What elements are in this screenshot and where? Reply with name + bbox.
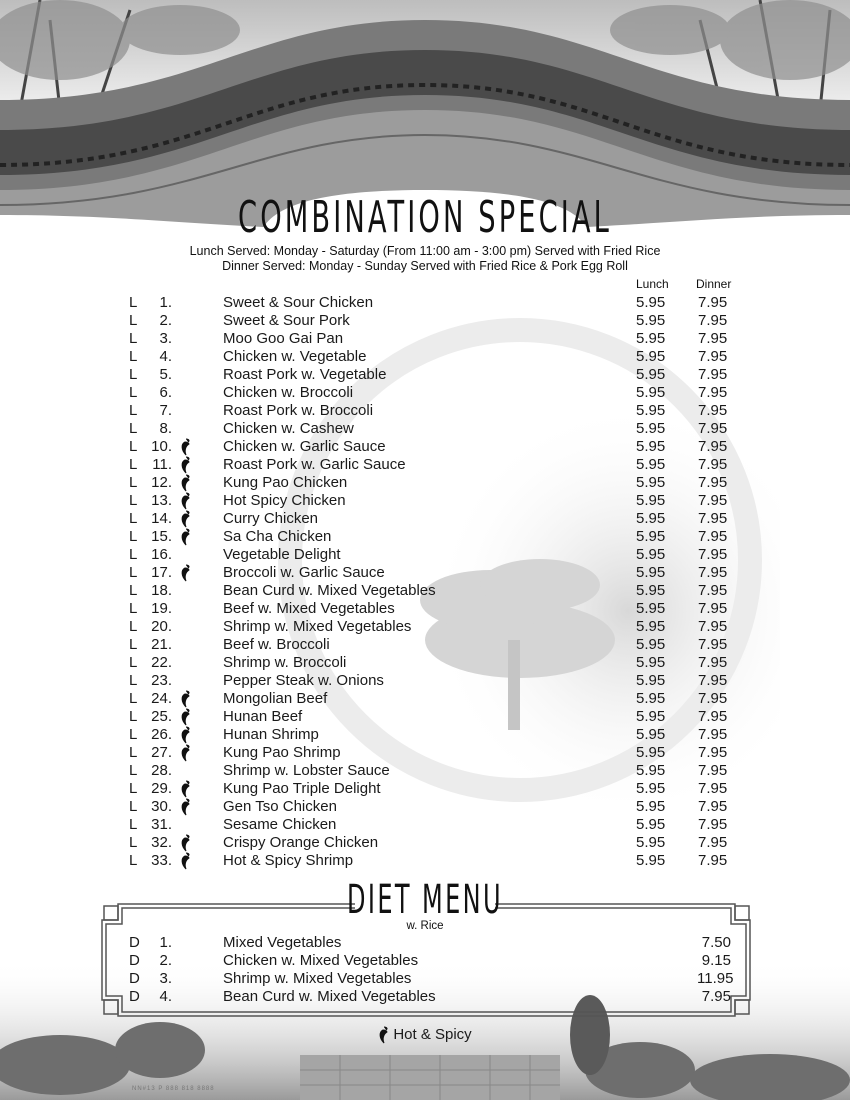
- menu-row: [0, 366, 850, 384]
- item-name: Mixed Vegetables: [223, 934, 342, 951]
- item-prefix: D: [129, 934, 140, 951]
- item-name: Chicken w. Garlic Sauce: [223, 438, 386, 455]
- item-prefix: L: [129, 726, 138, 743]
- lunch-price: 5.95: [636, 744, 666, 761]
- menu-row: [0, 402, 850, 420]
- menu-row: [0, 330, 850, 348]
- item-name: Roast Pork w. Broccoli: [223, 402, 374, 419]
- lunch-price: 5.95: [636, 312, 666, 329]
- item-name: Shrimp w. Lobster Sauce: [223, 762, 390, 779]
- item-name: Sweet & Sour Chicken: [223, 294, 374, 311]
- diet-row: [0, 952, 850, 970]
- item-name: Pepper Steak w. Onions: [223, 672, 384, 689]
- dinner-price: 7.95: [698, 690, 728, 707]
- menu-row: [0, 852, 850, 870]
- dinner-price: 7.95: [698, 420, 728, 437]
- dinner-price: 7.95: [698, 384, 728, 401]
- lunch-price: 5.95: [636, 816, 666, 833]
- lunch-price: 5.95: [636, 618, 666, 635]
- lunch-price: 5.95: [636, 402, 666, 419]
- item-prefix: L: [129, 690, 138, 707]
- menu-row: [0, 474, 850, 492]
- menu-row: [0, 348, 850, 366]
- chili-pepper-icon: [180, 780, 194, 798]
- item-number: 25.: [151, 708, 172, 725]
- item-prefix: L: [129, 546, 138, 563]
- dinner-price: 7.95: [698, 456, 728, 473]
- dinner-hours: Dinner Served: Monday - Sunday Served with Fried Rice & Pork Egg Roll: [222, 259, 628, 273]
- lunch-price: 5.95: [636, 726, 666, 743]
- lunch-price: 5.95: [636, 834, 666, 851]
- item-prefix: L: [129, 366, 138, 383]
- lunch-price: 5.95: [636, 852, 666, 869]
- item-name: Shrimp w. Mixed Vegetables: [223, 970, 412, 987]
- lunch-price: 5.95: [636, 492, 666, 509]
- menu-row: [0, 510, 850, 528]
- dinner-price: 7.95: [698, 546, 728, 563]
- item-name: Bean Curd w. Mixed Vegetables: [223, 582, 436, 599]
- chili-pepper-icon: [180, 726, 194, 744]
- lunch-column-header: Lunch: [636, 277, 669, 291]
- item-prefix: L: [129, 654, 138, 671]
- dinner-price: 7.95: [698, 636, 728, 653]
- lunch-price: 5.95: [636, 762, 666, 779]
- item-price: 7.95: [701, 988, 731, 1005]
- dinner-column-header: Dinner: [696, 277, 732, 291]
- item-prefix: L: [129, 420, 138, 437]
- lunch-price: 5.95: [636, 438, 666, 455]
- lunch-price: 5.95: [636, 672, 666, 689]
- item-prefix: L: [129, 384, 138, 401]
- menu-row: [0, 780, 850, 798]
- lunch-price: 5.95: [636, 474, 666, 491]
- dinner-price: 7.95: [698, 600, 728, 617]
- lunch-price: 5.95: [636, 690, 666, 707]
- item-name: Gen Tso Chicken: [223, 798, 337, 815]
- chili-pepper-icon: [180, 456, 194, 474]
- menu-row: [0, 690, 850, 708]
- dinner-price: 7.95: [698, 798, 728, 815]
- item-name: Moo Goo Gai Pan: [223, 330, 344, 347]
- item-name: Shrimp w. Mixed Vegetables: [223, 618, 412, 635]
- item-number: 8.: [159, 420, 172, 437]
- item-number: 3.: [159, 970, 172, 987]
- legend-label: Hot & Spicy: [393, 1026, 472, 1043]
- item-prefix: L: [129, 600, 138, 617]
- item-name: Sesame Chicken: [223, 816, 337, 833]
- item-number: 4.: [159, 348, 172, 365]
- lunch-price: 5.95: [636, 366, 666, 383]
- item-number: 27.: [151, 744, 172, 761]
- dinner-price: 7.95: [698, 780, 728, 797]
- item-name: Mongolian Beef: [223, 690, 328, 707]
- chili-pepper-icon: [180, 744, 194, 762]
- dinner-price: 7.95: [698, 402, 728, 419]
- spicy-legend: [0, 1026, 850, 1044]
- item-name: Beef w. Broccoli: [223, 636, 330, 653]
- item-name: Roast Pork w. Vegetable: [223, 366, 387, 383]
- item-number: 11.: [152, 456, 172, 473]
- lunch-price: 5.95: [636, 546, 666, 563]
- item-prefix: D: [129, 952, 140, 969]
- menu-row: [0, 744, 850, 762]
- item-number: 19.: [151, 600, 172, 617]
- chili-pepper-icon: [180, 690, 194, 708]
- item-number: 28.: [151, 762, 172, 779]
- item-prefix: L: [129, 618, 138, 635]
- item-name: Kung Pao Triple Delight: [223, 780, 381, 797]
- item-number: 3.: [159, 330, 172, 347]
- item-number: 6.: [159, 384, 172, 401]
- item-number: 21.: [151, 636, 172, 653]
- chili-pepper-icon: [180, 510, 194, 528]
- lunch-price: 5.95: [636, 780, 666, 797]
- item-prefix: L: [129, 798, 138, 815]
- dinner-price: 7.95: [698, 348, 728, 365]
- item-prefix: L: [129, 330, 138, 347]
- item-price: 9.15: [701, 952, 731, 969]
- diet-row: [0, 988, 850, 1006]
- menu-row: [0, 816, 850, 834]
- item-name: Kung Pao Shrimp: [223, 744, 341, 761]
- menu-row: [0, 582, 850, 600]
- footer-code: NN#13 P 888 818 8888: [132, 1086, 215, 1092]
- dinner-price: 7.95: [698, 474, 728, 491]
- item-name: Beef w. Mixed Vegetables: [223, 600, 395, 617]
- item-prefix: L: [129, 528, 138, 545]
- item-number: 7.: [159, 402, 172, 419]
- menu-row: [0, 492, 850, 510]
- lunch-price: 5.95: [636, 798, 666, 815]
- item-prefix: L: [129, 744, 138, 761]
- dinner-price: 7.95: [698, 294, 728, 311]
- item-number: 16.: [151, 546, 172, 563]
- item-prefix: L: [129, 636, 138, 653]
- item-prefix: L: [129, 474, 138, 491]
- dinner-price: 7.95: [698, 744, 728, 761]
- item-prefix: L: [129, 438, 138, 455]
- dinner-price: 7.95: [698, 672, 728, 689]
- lunch-price: 5.95: [636, 420, 666, 437]
- item-prefix: L: [129, 456, 138, 473]
- item-number: 10.: [151, 438, 172, 455]
- item-prefix: L: [129, 708, 138, 725]
- menu-row: [0, 420, 850, 438]
- item-number: 30.: [151, 798, 172, 815]
- item-name: Broccoli w. Garlic Sauce: [223, 564, 385, 581]
- item-number: 24.: [151, 690, 172, 707]
- item-number: 17.: [151, 564, 172, 581]
- dinner-price: 7.95: [698, 816, 728, 833]
- item-name: Sa Cha Chicken: [223, 528, 332, 545]
- dinner-price: 7.95: [698, 654, 728, 671]
- item-number: 18.: [151, 582, 172, 599]
- item-prefix: L: [129, 852, 138, 869]
- item-number: 15.: [151, 528, 172, 545]
- item-prefix: L: [129, 510, 138, 527]
- item-name: Curry Chicken: [223, 510, 319, 527]
- lunch-price: 5.95: [636, 528, 666, 545]
- lunch-price: 5.95: [636, 654, 666, 671]
- lunch-price: 5.95: [636, 600, 666, 617]
- item-number: 32.: [151, 834, 172, 851]
- menu-row: [0, 528, 850, 546]
- item-number: 4.: [159, 988, 172, 1005]
- item-number: 5.: [159, 366, 172, 383]
- chili-pepper-icon: [180, 528, 194, 546]
- dinner-price: 7.95: [698, 852, 728, 869]
- dinner-price: 7.95: [698, 312, 728, 329]
- lunch-price: 5.95: [636, 330, 666, 347]
- lunch-price: 5.95: [636, 582, 666, 599]
- chili-pepper-icon: [180, 852, 194, 870]
- item-prefix: D: [129, 988, 140, 1005]
- item-name: Sweet & Sour Pork: [223, 312, 350, 329]
- menu-row: [0, 798, 850, 816]
- item-number: 33.: [151, 852, 172, 869]
- lunch-price: 5.95: [636, 456, 666, 473]
- item-number: 26.: [151, 726, 172, 743]
- item-prefix: L: [129, 762, 138, 779]
- item-prefix: L: [129, 492, 138, 509]
- item-name: Hunan Beef: [223, 708, 303, 725]
- menu-row: [0, 438, 850, 456]
- item-number: 22.: [151, 654, 172, 671]
- dinner-price: 7.95: [698, 330, 728, 347]
- chili-pepper-icon: [180, 492, 194, 510]
- item-prefix: L: [129, 348, 138, 365]
- menu-row: [0, 384, 850, 402]
- menu-row: [0, 762, 850, 780]
- item-prefix: L: [129, 582, 138, 599]
- diet-menu-subtitle: w. Rice: [406, 920, 444, 932]
- item-prefix: L: [129, 402, 138, 419]
- item-prefix: L: [129, 816, 138, 833]
- dinner-price: 7.95: [698, 366, 728, 383]
- item-prefix: L: [129, 672, 138, 689]
- item-prefix: L: [129, 312, 138, 329]
- menu-row: [0, 708, 850, 726]
- menu-row: [0, 312, 850, 330]
- chili-pepper-icon: [180, 834, 194, 852]
- item-prefix: L: [129, 564, 138, 581]
- item-name: Chicken w. Vegetable: [223, 348, 367, 365]
- item-name: Crispy Orange Chicken: [223, 834, 379, 851]
- item-number: 13.: [151, 492, 172, 509]
- dinner-price: 7.95: [698, 708, 728, 725]
- item-prefix: L: [129, 834, 138, 851]
- lunch-price: 5.95: [636, 510, 666, 527]
- lunch-price: 5.95: [636, 636, 666, 653]
- item-number: 1.: [159, 294, 172, 311]
- diet-menu-title: DIET MENU: [346, 877, 503, 923]
- dinner-price: 7.95: [698, 834, 728, 851]
- dinner-price: 7.95: [698, 528, 728, 545]
- item-number: 12.: [151, 474, 172, 491]
- menu-row: [0, 726, 850, 744]
- menu-row: [0, 834, 850, 852]
- dinner-price: 7.95: [698, 492, 728, 509]
- lunch-price: 5.95: [636, 294, 666, 311]
- item-prefix: L: [129, 780, 138, 797]
- menu-row: [0, 546, 850, 564]
- dinner-price: 7.95: [698, 438, 728, 455]
- item-number: 1.: [159, 934, 172, 951]
- dinner-price: 7.95: [698, 582, 728, 599]
- chili-pepper-icon: [180, 798, 194, 816]
- lunch-price: 5.95: [636, 564, 666, 581]
- dinner-price: 7.95: [698, 762, 728, 779]
- item-name: Hot Spicy Chicken: [223, 492, 346, 509]
- item-name: Shrimp w. Broccoli: [223, 654, 347, 671]
- item-number: 20.: [151, 618, 172, 635]
- item-number: 14.: [151, 510, 172, 527]
- chili-pepper-icon: [180, 474, 194, 492]
- item-name: Hunan Shrimp: [223, 726, 319, 743]
- item-price: 7.50: [701, 934, 731, 951]
- dinner-price: 7.95: [698, 564, 728, 581]
- item-number: 2.: [159, 312, 172, 329]
- menu-row: [0, 654, 850, 672]
- item-number: 29.: [151, 780, 172, 797]
- menu-row: [0, 294, 850, 312]
- menu-row: [0, 600, 850, 618]
- item-number: 31.: [151, 816, 172, 833]
- item-price: 11.95: [697, 970, 734, 987]
- lunch-price: 5.95: [636, 348, 666, 365]
- item-number: 2.: [159, 952, 172, 969]
- item-prefix: D: [129, 970, 140, 987]
- item-name: Hot & Spicy Shrimp: [223, 852, 354, 869]
- page-title: COMBINATION SPECIAL: [238, 192, 612, 243]
- lunch-price: 5.95: [636, 384, 666, 401]
- lunch-price: 5.95: [636, 708, 666, 725]
- chili-pepper-icon: [180, 708, 194, 726]
- item-name: Chicken w. Mixed Vegetables: [223, 952, 419, 969]
- diet-row: [0, 970, 850, 988]
- chili-pepper-icon: [180, 438, 194, 456]
- dinner-price: 7.95: [698, 618, 728, 635]
- lunch-hours: Lunch Served: Monday - Saturday (From 11:00 am - 3:00 pm) Served with Fried Rice: [189, 244, 661, 258]
- item-prefix: L: [129, 294, 138, 311]
- dinner-price: 7.95: [698, 510, 728, 527]
- menu-row: [0, 618, 850, 636]
- item-name: Kung Pao Chicken: [223, 474, 348, 491]
- dinner-price: 7.95: [698, 726, 728, 743]
- item-name: Vegetable Delight: [223, 546, 341, 563]
- item-name: Chicken w. Cashew: [223, 420, 354, 437]
- item-name: Bean Curd w. Mixed Vegetables: [223, 988, 436, 1005]
- menu-row: [0, 564, 850, 582]
- chili-pepper-icon: [378, 1026, 390, 1044]
- menu-row: [0, 636, 850, 654]
- menu-row: [0, 672, 850, 690]
- diet-row: [0, 934, 850, 952]
- menu-row: [0, 456, 850, 474]
- item-name: Chicken w. Broccoli: [223, 384, 354, 401]
- chili-pepper-icon: [180, 564, 194, 582]
- item-name: Roast Pork w. Garlic Sauce: [223, 456, 406, 473]
- item-number: 23.: [151, 672, 172, 689]
